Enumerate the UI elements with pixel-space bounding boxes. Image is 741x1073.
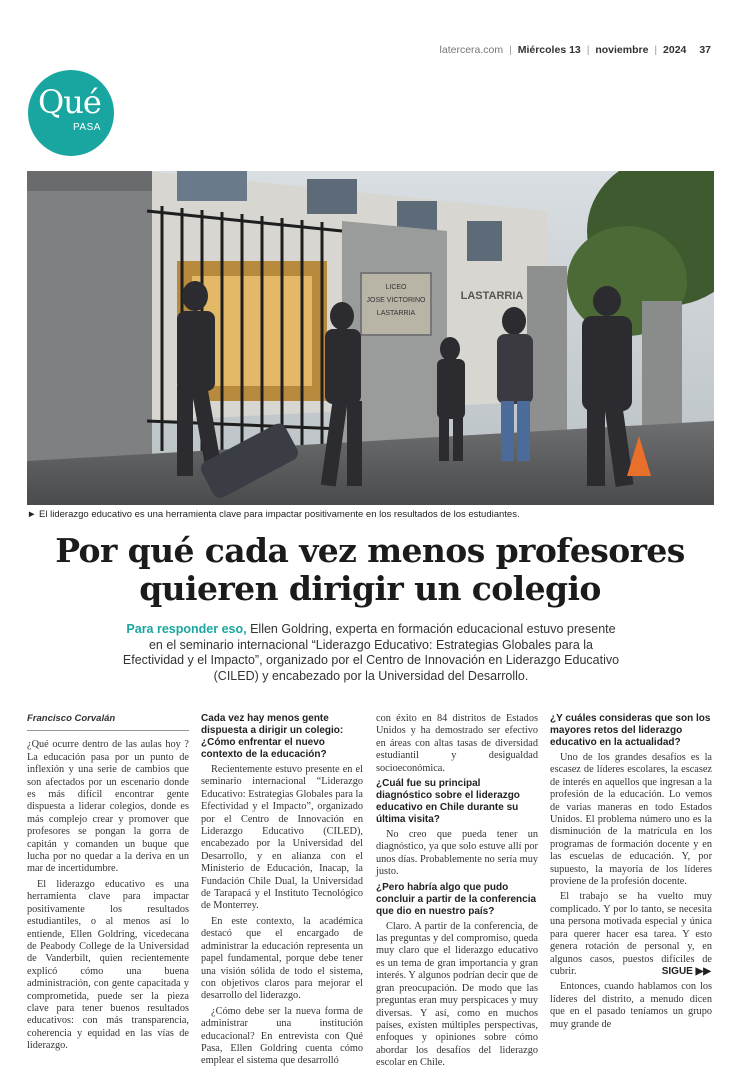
- continue-marker: SIGUE ▶▶: [661, 966, 711, 977]
- col3-paragraph-3: Claro. A partir de la conferencia, de las preguntas y del compromiso, queda muy claro que el liderazgo educativo es un tema de gran importancia y gran interés. Y algunos podrían decir que de gran preocupación. De modo que las preguntas eran muy perspicaces y muy diversas. Y así, como en muchos países, existen múltiples perspectivas, enfoques y opiniones sobre cómo abordar los desafíos del liderazgo escolar en Chile.: [376, 920, 538, 1069]
- col4-paragraph-2: El trabajo se ha vuelto muy complicado. Y por lo tanto, se necesita una persona motivada especial y única para querer hacer esa tarea. Y esto genera rotación de personal y, en algunos casos, puestos difíciles de cubrir.: [550, 891, 712, 977]
- site-name: latercera.com: [439, 44, 504, 56]
- col2-paragraph-2: En este contexto, la académica destacó que el encargado de administrar la educación representa un papel fundamental, porque debe tener una visión sólida de todo el sistema, con objetivos claros para mejorar el desarrollo del liderazgo.: [201, 915, 363, 1002]
- plaque-line3: LASTARRIA: [376, 310, 416, 317]
- column-2: [201, 713, 363, 1071]
- page-header: latercera.com | Miércoles 13 | noviembre | 2024 37: [439, 44, 711, 56]
- col3-paragraph-1: con éxito en 84 distritos de Estados Unidos y ha demostrado ser efectivo en áreas con altas tasas de diversidad estudiantil y desigualdad socioeconómica.: [376, 713, 538, 774]
- logo-pasa: PASA: [73, 122, 101, 133]
- col4-paragraph-3: Entonces, cuando hablamos con los líderes del distrito, a menudo dicen que en el pasado teníamos un grupo muy grande de: [550, 981, 712, 1030]
- header-year: 2024: [663, 44, 687, 56]
- col2-question-1: Cada vez hay menos gente dispuesta a dirigir un colegio: ¿Cómo enfrentar el nuevo contexto de la educación?: [201, 713, 344, 760]
- col3-question-2: ¿Pero habría algo que pudo concluir a partir de la conferencia que dio en nuestro país?: [376, 881, 537, 917]
- col4-question-1: ¿Y cuáles consideras que son los mayores retos del liderazgo educativo en la actualidad?: [550, 713, 711, 748]
- page-number: 37: [699, 44, 711, 56]
- headline: Por qué cada vez menos profesores quieren dirigir un colegio: [55, 531, 685, 608]
- col3-question-1: ¿Cuál fue su principal diagnóstico sobre el liderazgo educativo en Chile durante su última visita?: [376, 778, 520, 826]
- col3-paragraph-2: No creo que pueda tener un diagnóstico, ya que solo estuve allí por unos días. Probablemente no sería muy justo.: [376, 829, 538, 878]
- plaque-line2: JOSE VICTORINO: [366, 297, 426, 304]
- col4-paragraph-1: Uno de los grandes desafíos es la escasez de líderes escolares, la escasez de interés en aquellos que ingresan a la profesión de la educación. Lo vemos de varias maneras en todo Estados Unidos. El problema número uno es la disminución de la matrícula en los programas de formación docente y en las escuelas de educación. Y, por supuesto, la mayoría de los líderes proviene de la profesión docente.: [550, 752, 712, 888]
- dek: [120, 622, 622, 684]
- column-3: [376, 713, 538, 1073]
- column-4: [550, 713, 712, 1034]
- author-byline: Francisco Corvalán: [27, 713, 189, 731]
- building-sign: LASTARRIA: [460, 290, 524, 302]
- header-month: noviembre: [595, 44, 649, 56]
- col2-paragraph-1: Recientemente estuvo presente en el seminario internacional “Liderazgo Educativo: Estrategias Globales para la Efectividad y el Impacto”, organizado por el Centro de Innovación en Liderazgo Educativo (CILED), encabezado por la Universidad del Desarrollo, y en alianza con el Ministerio de Educación, Inacap, la Fundación Chile Dual, la Universidad de Tarapacá y el Instituto Tecnológico de Monterrey.: [201, 764, 363, 912]
- school-entrance-photo: [27, 171, 714, 505]
- dek-body: Ellen Goldring, experta en formación educacional estuvo presente en el seminario internacional “Liderazgo Educativo: Estrategias Globales para la Efectividad y el Impacto”, organizado por el Centro de Innovación en Liderazgo Educativo (CILED) y encabezado por la Universidad del Desarrollo.: [122, 622, 620, 683]
- col1-paragraph-1: ¿Qué ocurre dentro de las aulas hoy ? La educación pasa por un punto de inflexión y una serie de cambios que son afectados por un escenario donde es más difícil encontrar gente dispuesta a liderar colegios, donde es más complejo crear y promover que profesores se pongan la gorra de capitán y comanden un buque que lucha por no quedar a la deriva en un mar de incertidumbre.: [27, 739, 189, 875]
- photo-caption: ► El liderazgo educativo es una herramienta clave para impactar positivamente en los resultados de los estudiantes.: [27, 509, 520, 520]
- plaque-line1: LICEO: [385, 284, 407, 291]
- logo-que: Qué: [38, 83, 101, 121]
- header-date: Miércoles 13: [517, 44, 581, 56]
- col1-paragraph-2: El liderazgo educativo es una herramienta clave para impactar positivamente los resultados estudiantiles, o al menos así lo entiende, Ellen Goldring, vicedecana de Peabody College de la Universidad de Vanderbilt, quien recientemente explicó cómo una buena administración, con gente capacitada y comprometida, puede ser la pieza clave para tener buenos resultados educativos: con más transparencia, coherencia y equidad en las vías de liderazgo.: [27, 878, 189, 1052]
- col2-paragraph-3: ¿Cómo debe ser la nueva forma de administrar una institución educacional? En entrevista con Qué Pasa, Ellen Goldring cuenta cómo emplear el sistema que desarrolló: [201, 1005, 363, 1067]
- que-pasa-logo: [28, 70, 114, 156]
- dek-lead: Para responder eso,: [126, 622, 247, 636]
- column-1: [27, 713, 189, 1056]
